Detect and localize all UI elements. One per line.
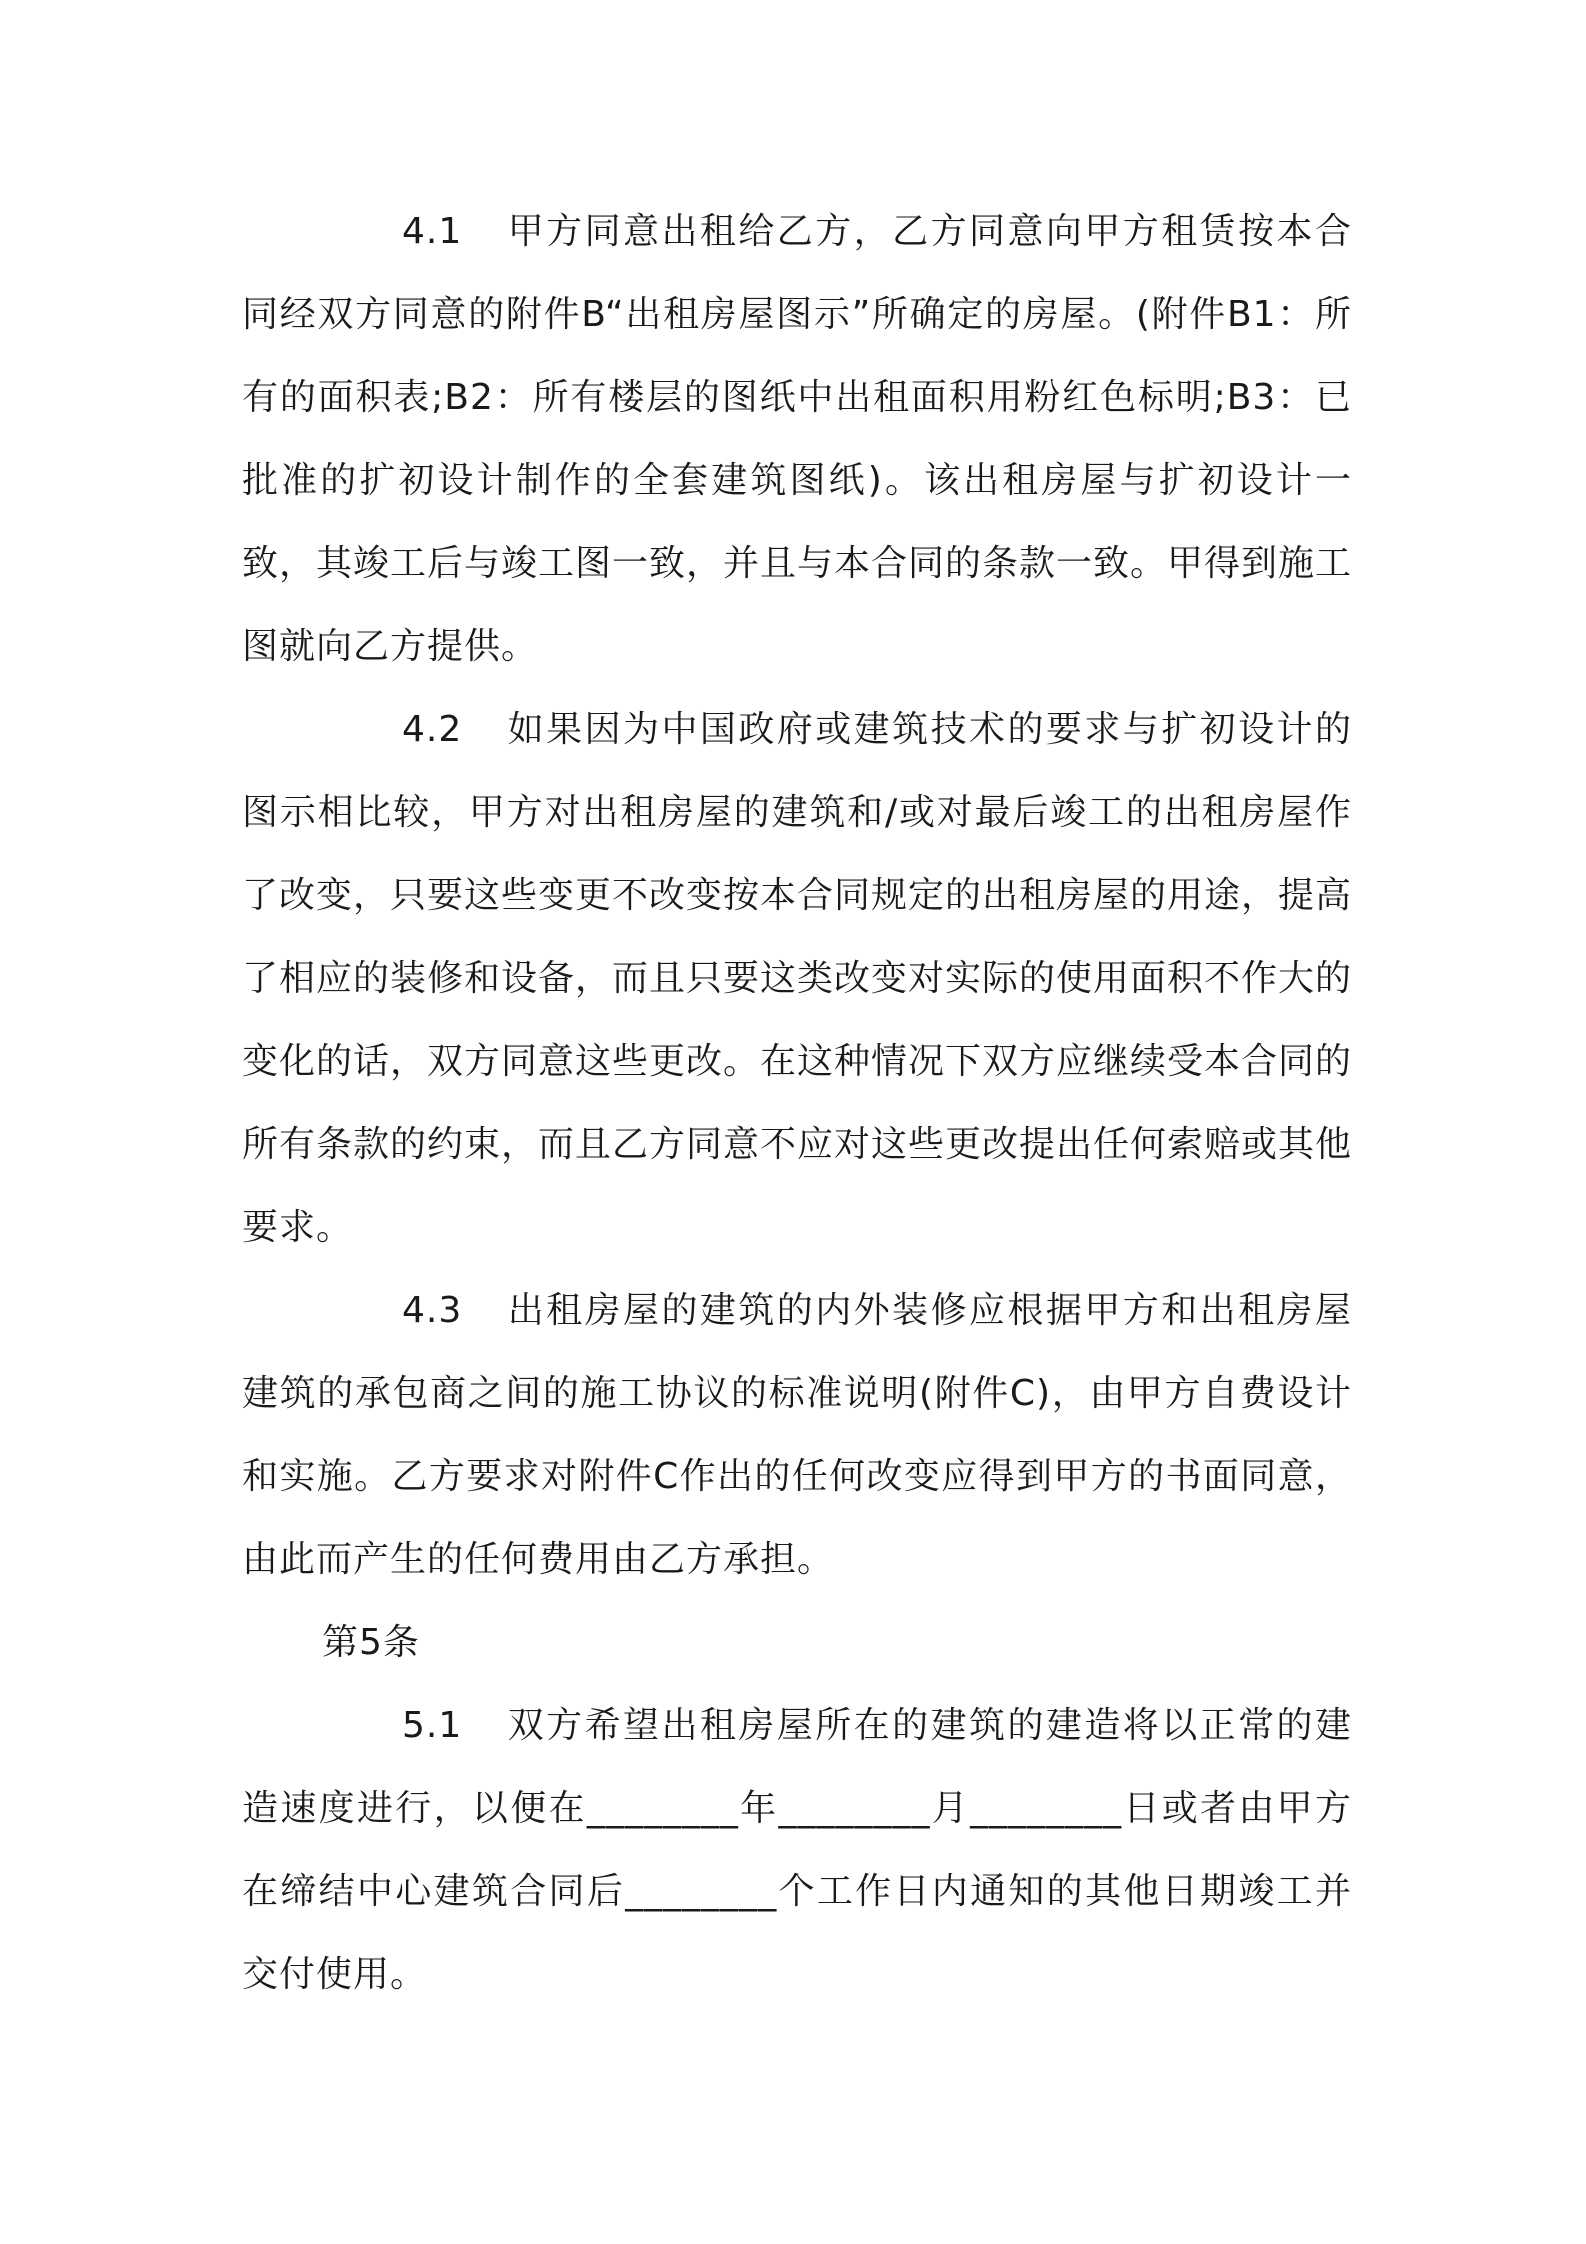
clause-5-1 — [242, 1684, 1352, 2016]
clause-text: 双方希望出租房屋所在的建筑的建造将以正常的建造速度进行，以便在________年________月________日或者由甲方在缔结中心建筑合同后________个工作日内通知的其他日期竣工并交付使用。 — [242, 1705, 1352, 1995]
clause-number: 4.1 — [402, 211, 463, 252]
clause-number: 4.2 — [402, 709, 463, 750]
clause-number: 4.3 — [402, 1290, 463, 1331]
article-heading: 第5条 — [322, 1622, 420, 1663]
clause-text: 如果因为中国政府或建筑技术的要求与扩初设计的图示相比较，甲方对出租房屋的建筑和/或对最后竣工的出租房屋作了改变，只要这些变更不改变按本合同规定的出租房屋的用途，提高了相应的装修和设备，而且只要这类改变对实际的使用面积不作大的变化的话，双方同意这些更改。在这种情况下双方应继续受本合同的所有条款的约束，而且乙方同意不应对这些更改提出任何索赔或其他要求。 — [242, 709, 1353, 1248]
clause-number: 5.1 — [402, 1705, 463, 1746]
clause-text: 甲方同意出租给乙方，乙方同意向甲方租赁按本合同经双方同意的附件B“出租房屋图示”所确定的房屋。(附件B1：所有的面积表;B2：所有楼层的图纸中出租面积用粉红色标明;B3：已批准的扩初设计制作的全套建筑图纸)。该出租房屋与扩初设计一致，其竣工后与竣工图一致，并且与本合同的条款一致。甲得到施工图就向乙方提供。 — [242, 211, 1353, 667]
clause-4-2 — [242, 688, 1352, 1269]
document-body — [242, 190, 1352, 2016]
clause-4-1 — [242, 190, 1352, 688]
clause-text: 出租房屋的建筑的内外装修应根据甲方和出租房屋建筑的承包商之间的施工协议的标准说明(附件C)，由甲方自费设计和实施。乙方要求对附件C作出的任何改变应得到甲方的书面同意，由此而产生的任何费用由乙方承担。 — [242, 1290, 1352, 1580]
clause-4-3 — [242, 1269, 1352, 1601]
